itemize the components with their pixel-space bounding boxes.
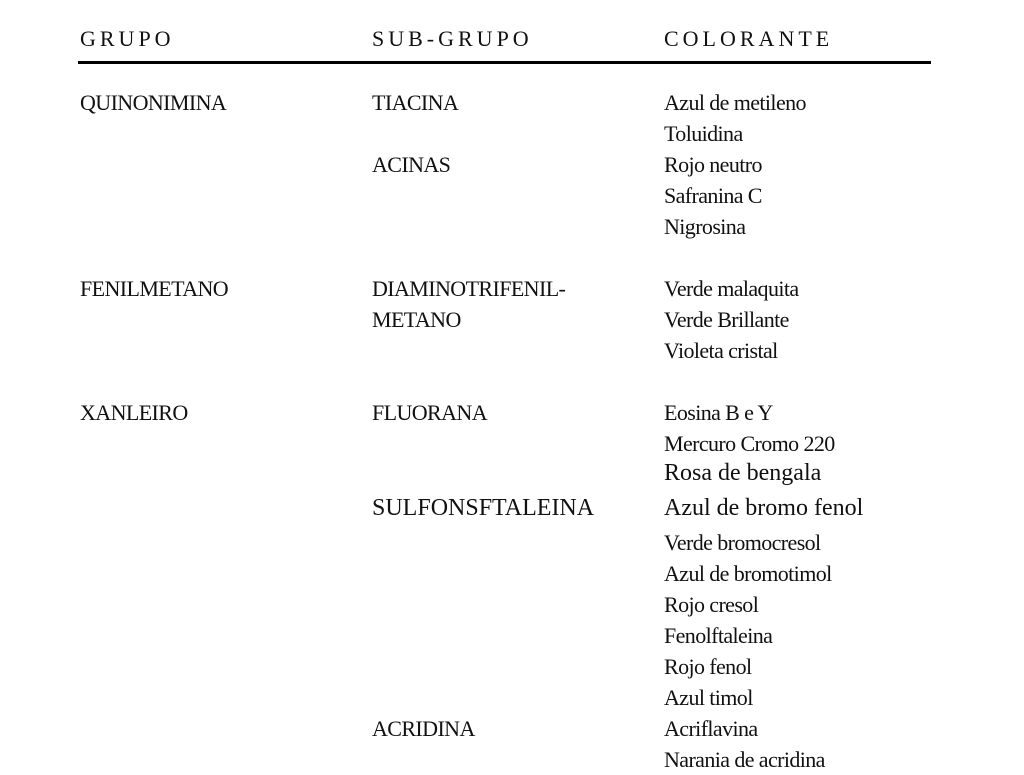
subgroup-sulfonsftaleina: SULFONSFTALEINA xyxy=(372,495,595,521)
dye-nigrosina: Nigrosina xyxy=(664,214,746,239)
subgroup-acridina: ACRIDINA xyxy=(372,716,475,741)
dye-mercuro-cromo-220: Mercuro Cromo 220 xyxy=(664,431,835,456)
header-colorante: COLORANTE xyxy=(664,26,834,51)
dye-naranja-de-acridina: Narania de acridina xyxy=(664,747,825,772)
dye-verde-bromocresol: Verde bromocresol xyxy=(664,530,821,555)
dye-rosa-de-bengala: Rosa de bengala xyxy=(664,460,822,486)
dye-azul-de-metileno: Azul de metileno xyxy=(664,90,806,115)
subgroup-tiacina: TIACINA xyxy=(372,90,459,115)
dye-fenolftaleina: Fenolftaleina xyxy=(664,623,773,648)
group-xanleiro: XANLEIRO xyxy=(80,400,188,425)
header-rule xyxy=(78,61,931,64)
dye-acriflavina: Acriflavina xyxy=(664,716,758,741)
group-fenilmetano: FENILMETANO xyxy=(80,276,229,301)
subgroup-diaminotrifenil: DIAMINOTRIFENIL- xyxy=(372,276,566,301)
header-grupo: GRUPO xyxy=(80,26,175,51)
dye-azul-de-bromo-fenol: Azul de bromo fenol xyxy=(664,495,864,521)
dye-verde-malaquita: Verde malaquita xyxy=(664,276,799,301)
dye-verde-brillante: Verde Brillante xyxy=(664,307,789,332)
dye-azul-de-bromotimol: Azul de bromotimol xyxy=(664,561,832,586)
group-quinonimina: QUINONIMINA xyxy=(80,90,227,115)
subgroup-acinas: ACINAS xyxy=(372,152,451,177)
dye-rojo-fenol: Rojo fenol xyxy=(664,654,752,679)
dye-eosina-b-e-y: Eosina B e Y xyxy=(664,400,773,425)
dye-rojo-cresol: Rojo cresol xyxy=(664,592,759,617)
dye-safranina-c: Safranina C xyxy=(664,183,762,208)
dye-azul-timol: Azul timol xyxy=(664,685,753,710)
dye-violeta-cristal: Violeta cristal xyxy=(664,338,778,363)
dye-toluidina: Toluidina xyxy=(664,121,743,146)
subgroup-metano: METANO xyxy=(372,307,461,332)
subgroup-fluorana: FLUORANA xyxy=(372,400,487,425)
header-subgrupo: SUB-GRUPO xyxy=(372,26,533,51)
dye-rojo-neutro: Rojo neutro xyxy=(664,152,762,177)
